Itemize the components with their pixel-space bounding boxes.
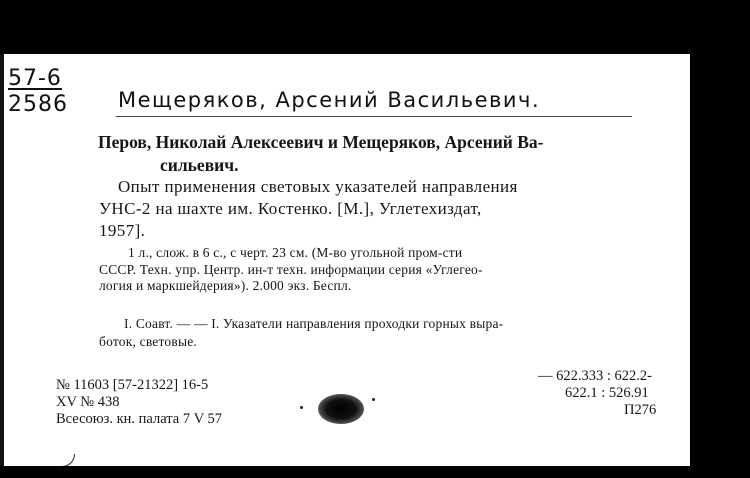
- title-line3: 1957].: [99, 221, 146, 240]
- tracings-line1: I. Соавт. — — I. Указатели направления проходки горных выра-: [124, 316, 504, 331]
- collation-line1: 1 л., слож. в 6 с., с черт. 23 см. (М-во угольной пром-сти: [128, 245, 463, 260]
- heading-underline: [116, 116, 632, 117]
- collation-line3: логия и маркшейдерия»). 2.000 экз. Беспл.: [99, 278, 352, 293]
- collation-line2: СССР. Техн. упр. Центр. ин-т техн. информации серия «Углегео-: [99, 262, 483, 277]
- card-left-edge: [0, 54, 4, 466]
- udc-line1: — 622.333 : 622.2-: [538, 368, 652, 384]
- call-number-line1: 57-6: [8, 66, 62, 91]
- tracings-line2: боток, световые.: [99, 334, 197, 349]
- ink-speck: [300, 406, 303, 409]
- authors-line2: сильевич.: [160, 155, 239, 175]
- ink-blot: [318, 394, 364, 424]
- title-line2: УНС-2 на шахте им. Костенко. [М.], Углетехиздат,: [99, 199, 482, 218]
- title-line1: Опыт применения световых указателей направления: [118, 177, 518, 196]
- footer-line2: XV № 438: [56, 394, 120, 410]
- catalog-card: [0, 54, 690, 466]
- footer-line3: Всесоюз. кн. палата 7 V 57: [56, 411, 223, 427]
- shelf-mark: П276: [624, 402, 657, 418]
- udc-line2: 622.1 : 526.91: [565, 385, 649, 401]
- handwritten-heading: Мещеряков, Арсений Васильевич.: [118, 88, 541, 112]
- ink-speck: [372, 398, 375, 401]
- authors-line1: Перов, Николай Алексеевич и Мещеряков, Арсений Ва-: [98, 132, 544, 152]
- footer-line1: № 11603 [57-21322] 16-5: [56, 377, 209, 393]
- pencil-mark: [44, 454, 75, 466]
- call-number-line2: 2586: [8, 92, 68, 117]
